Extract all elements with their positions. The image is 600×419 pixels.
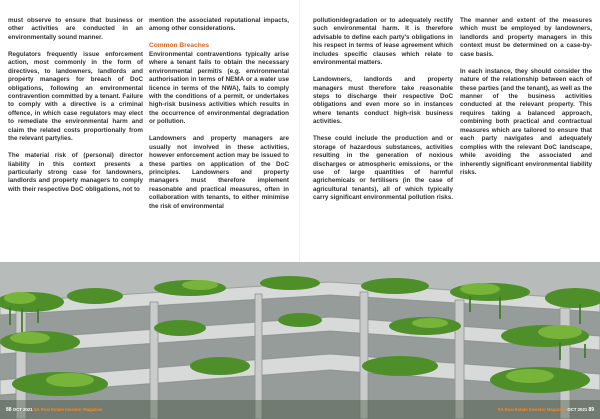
text-column-3 bbox=[313, 17, 453, 211]
left-footer bbox=[6, 405, 102, 415]
issue-date: OCT 2021 bbox=[567, 407, 588, 412]
section-heading: Common Breaches bbox=[149, 42, 210, 50]
text-column-1 bbox=[8, 17, 143, 203]
paragraph: must observe to ensure that business or other activities are conducted in an environmentally sound manner. bbox=[8, 17, 143, 41]
page-number: 88 bbox=[6, 407, 12, 413]
paragraph: Regulators frequently issue enforcement action, most commonly in the form of directives, to landowners, landlords and property managers for breach of DoC obligations, following an environmental contravention committed by a tenant. Failure to comply with a directive is a criminal offence, in which case regulators may elect to remediate the environmental harm and claim the related costs proportionally from the relevant party/ies. bbox=[8, 50, 143, 143]
magazine-name: SA Real Estate Investor Magazine bbox=[33, 407, 103, 412]
page-number: 89 bbox=[588, 407, 594, 413]
text-column-4 bbox=[460, 17, 592, 186]
paragraph: mention the associated reputational impacts, among other considerations. bbox=[149, 17, 289, 33]
left-page bbox=[0, 0, 300, 262]
text-column-2 bbox=[149, 17, 289, 220]
magazine-name: SA Real Estate Investor Magazine bbox=[497, 407, 567, 412]
paragraph: In each instance, they should consider the nature of the relationship between each of these parties (and the tenant), as well as the manner of the business activities conducted at the relevant property. This requires taking a balanced approach, combining both practical and contractual measures which are tailored to ensure that each party navigates and adequately complies with the relevant DoC landscape, while avoiding the associated and inherently significant environmental liability risks. bbox=[460, 67, 592, 177]
right-page bbox=[300, 0, 600, 262]
right-footer bbox=[498, 405, 594, 415]
paragraph: Landowners, landlords and property managers must therefore take reasonable steps to discharge their respective DoC obligations and even more so in instances where tenants conduct high-risk business activities. bbox=[313, 76, 453, 126]
paragraph: The manner and extent of the measures which must be employed by landowners, landlords and property managers in this context must be determined on a case-by-case basis. bbox=[460, 17, 592, 58]
paragraph: Environmental contraventions typically arise where a tenant fails to obtain the necessary environmental permit/s (e.g. environmental authorisation in terms of NEMA or a water use licence in terms of the NWA), fails to comply with the conditions of a permit, or undertakes high-risk business activities which results in the occurrence of environmental degradation or pollution. bbox=[149, 50, 289, 126]
paragraph: These could include the production and or storage of hazardous substances, activities resulting in the generation of noxious discharges or atmospheric emissions, or the use of large quantities of harmful agrichemicals or fertilisers (in the case of agricultural tenants), all of which typically carry significant environmental pollution risks. bbox=[313, 135, 453, 202]
paragraph: pollution/degradation or to adequately rectify such environmental harm. It is therefore advisable to define each party's obligations in his respect in terms of lease agreement which includes specific clauses which relate to environmental matters. bbox=[313, 17, 453, 67]
greenery-building-photo bbox=[0, 262, 600, 419]
issue-date: OCT 2021 bbox=[12, 407, 33, 412]
paragraph: Landowners and property managers are usually not involved in these activities, however enforcement action may be issued to these parties on application of the DoC principles. Landowners and property managers must therefore implement reasonable and practical measures, often in collaboration with tenants, to either minimise the risk of environmental bbox=[149, 135, 289, 210]
parking-garage-with-vertical-greenery-icon bbox=[0, 262, 600, 419]
paragraph: The material risk of (personal) director liability in this context presents a particularly strong case for landowners, landlords and property managers to comply with their respective DoC obligations, not to bbox=[8, 152, 143, 193]
